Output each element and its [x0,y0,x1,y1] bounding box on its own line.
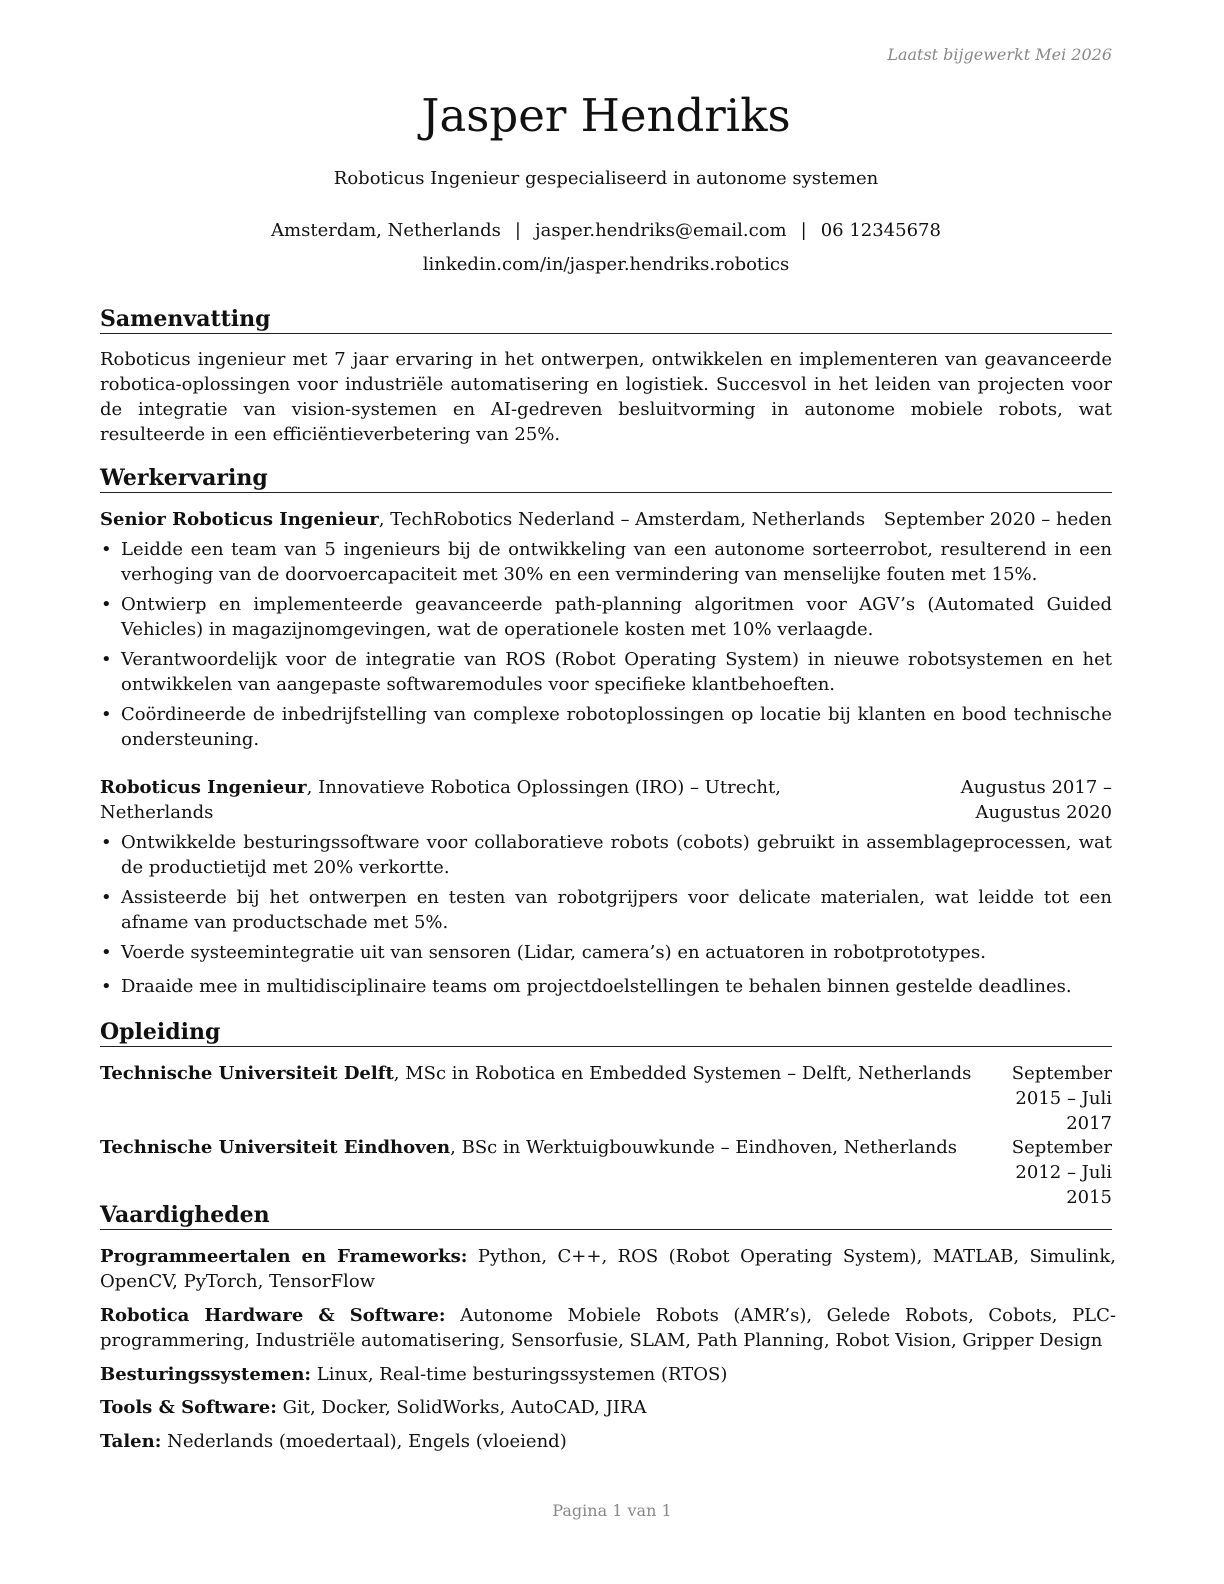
contact-line [100,218,1112,244]
education-detail: , MSc in Robotica en Embedded Systemen – Delft, Netherlands [393,1063,972,1084]
skill-label: Tools & Software: [100,1397,277,1418]
job-title: Roboticus Ingenieur [100,777,307,798]
section-heading-summary: Samenvatting [100,306,1112,334]
list-item: • Draaide mee in multidisciplinaire teams om projectdoelstellingen te behalen binnen gestelde deadlines. [100,974,1112,999]
skill-line [100,1395,1116,1420]
last-updated: Laatst bijgewerkt Mei 2026 [887,45,1112,64]
skill-line [100,1362,1116,1387]
contact-linkedin[interactable]: linkedin.com/in/jasper.hendriks.robotics [422,254,790,275]
skill-label: Programmeertalen en Frameworks: [100,1246,468,1267]
contact-location: Amsterdam, Netherlands [271,220,501,241]
job-dates: September 2020 – heden [883,509,1112,530]
job-header [100,775,1112,825]
job-dates: Augustus 2017 – Augustus 2020 [960,777,1112,823]
skill-label: Talen: [100,1431,162,1452]
skill-value: Autonome Mobiele Robots (AMR’s), Gelede Robots, Cobots, PLC-programmering, Industriële automatisering, Sensorfusie, SLAM, Path Planning, Robot Vision, Gripper Design [100,1305,1116,1351]
education-dates: September 2012 – Juli 2015 [1011,1137,1112,1208]
candidate-name: Jasper Hendriks [421,89,791,142]
education-dates: September 2015 – Juli 2017 [1011,1063,1112,1134]
job-bullets [100,830,1112,999]
job-bullets [100,537,1112,752]
job-company: , Innovatieve Robotica Oplossingen (IRO) – Utrecht, Netherlands [100,777,781,823]
list-item: • Voerde systeemintegratie uit van sensoren (Lidar, camera’s) en actuatoren in robotprototypes. [100,940,1112,965]
education-item [100,1061,1112,1136]
summary-text: Roboticus ingenieur met 7 jaar ervaring in het ontwerpen, ontwikkelen en implementeren van geavanceerde robotica-oplossingen voor industriële automatisering en logistiek. Succesvol in het leiden van projecten voor de integratie van vision-systemen en AI-gedreven besluitvorming in autonome mobiele robots, wat resulteerde in een efficiëntieverbetering van 25%. [100,349,1112,445]
skill-line [100,1303,1116,1353]
job-title: Senior Roboticus Ingenieur [100,509,379,530]
list-item: • Assisteerde bij het ontwerpen en testen van robotgrijpers voor delicate materialen, wat leidde tot een afname van productschade met 5%. [100,885,1112,935]
skill-value: Nederlands (moedertaal), Engels (vloeiend) [161,1431,567,1452]
list-item: • Leidde een team van 5 ingenieurs bij de ontwikkeling van een autonome sorteerrobot, resulterend in een verhoging van de doorvoercapaciteit met 30% en een vermindering van menselijke fouten met 15%. [100,537,1112,587]
skill-line [100,1429,1116,1454]
contact-email[interactable]: jasper.hendriks@email.com [535,220,787,241]
page-number: Pagina 1 van 1 [552,1501,672,1520]
education-item [100,1135,1112,1210]
skill-value: Git, Docker, SolidWorks, AutoCAD, JIRA [276,1397,647,1418]
education-school: Technische Universiteit Eindhoven [100,1137,451,1158]
list-item: • Verantwoordelijk voor de integratie van ROS (Robot Operating System) in nieuwe robotsystemen en het ontwikkelen van aangepaste softwaremodules voor specifieke klantbehoeften. [100,647,1112,697]
education-detail: , BSc in Werktuigbouwkunde – Eindhoven, Netherlands [450,1137,958,1158]
section-heading-experience: Werkervaring [100,465,1112,493]
list-item: • Ontwikkelde besturingssoftware voor collaboratieve robots (cobots) gebruikt in assemblageprocessen, wat de productietijd met 20% verkortte. [100,830,1112,880]
skill-line [100,1244,1116,1294]
list-item: • Ontwierp en implementeerde geavanceerde path-planning algoritmen voor AGV’s (Automated Guided Vehicles) in magazijnomgevingen, wat de operationele kosten met 10% verlaagde. [100,592,1112,642]
contact-phone: 06 12345678 [820,220,941,241]
skill-value: Linux, Real-time besturingssystemen (RTOS) [311,1364,728,1385]
education-school: Technische Universiteit Delft [100,1063,394,1084]
section-heading-education: Opleiding [100,1019,1112,1047]
candidate-tagline: Roboticus Ingenieur gespecialiseerd in autonome systemen [333,168,879,189]
section-heading-skills: Vaardigheden [100,1202,1112,1230]
contact-separator: | [800,220,807,241]
contact-separator: | [514,220,521,241]
skill-label: Robotica Hardware & Software: [100,1305,446,1326]
job-company: , TechRobotics Nederland – Amsterdam, Netherlands [378,509,866,530]
skill-label: Besturingssystemen: [100,1364,312,1385]
skill-value: Python, C++, ROS (Robot Operating System), MATLAB, Simulink, OpenCV, PyTorch, TensorFlow [100,1246,1116,1292]
job-header [100,507,1112,532]
list-item: • Coördineerde de inbedrijfstelling van complexe robotoplossingen op locatie bij klanten en bood technische ondersteuning. [100,702,1112,752]
resume-page [100,0,1116,1584]
